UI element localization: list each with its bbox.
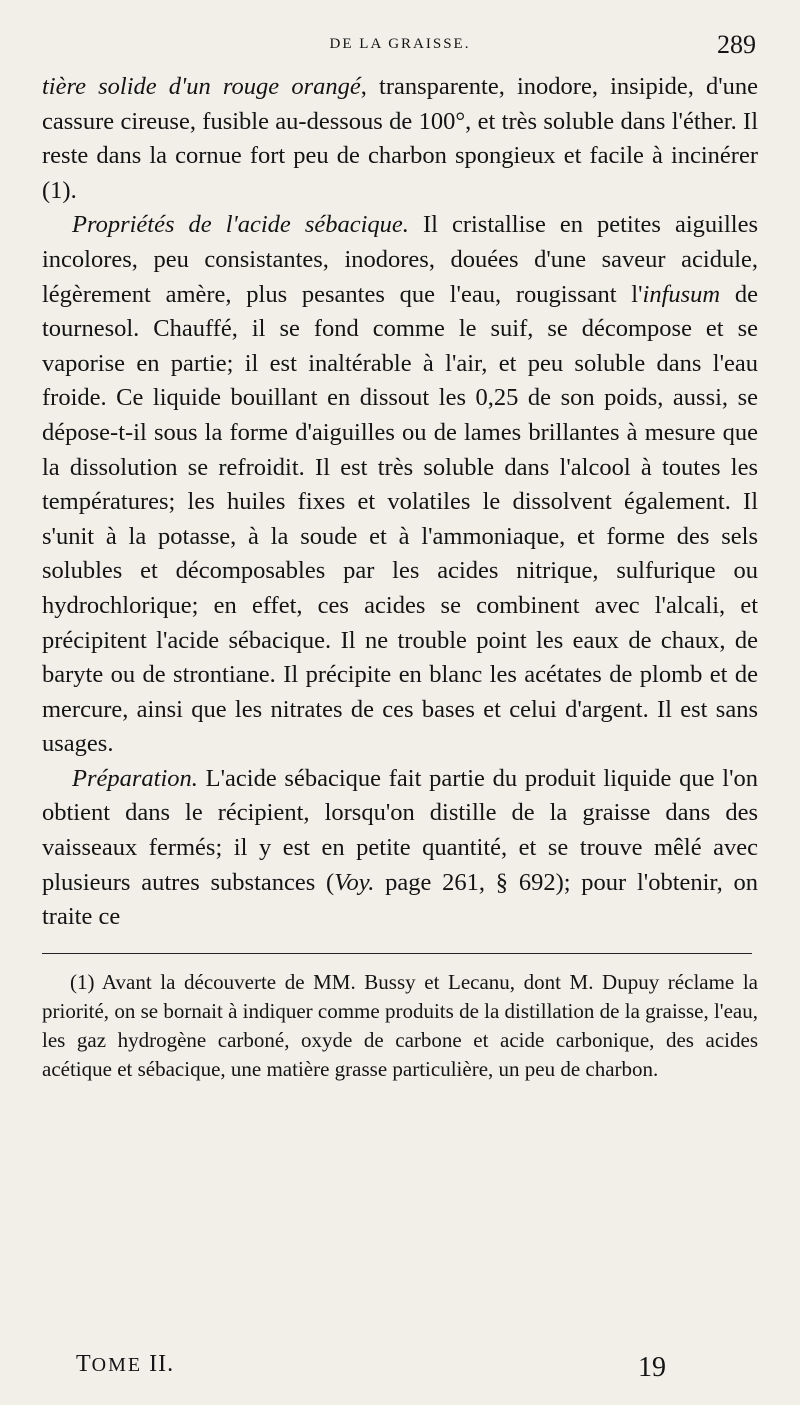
italic-text: Voy. [334, 868, 375, 896]
text-run: Il cristallise en petites aiguilles incolores, peu consistantes, inodores, douées d'une saveur acidule, légèrement amère, plus pesantes que l'eau, rougissant l' [42, 211, 758, 308]
text-run: , transparente, inodore, insipide, d'une cassure cireuse, fusible au-dessous de 100°, et très soluble dans l'éther. Il reste dans la cornue fort peu de charbon spongieux et facile à incinérer (1). [42, 73, 758, 204]
footnote-rule [42, 953, 752, 954]
italic-text: Préparation. [72, 764, 198, 792]
main-text [42, 70, 758, 935]
italic-text: Propriétés de l'acide sébacique. [72, 211, 409, 239]
italic-text: tière solide d'un rouge orangé [42, 73, 361, 100]
volume-signature [76, 1351, 174, 1378]
text-run: page 261, § 692); pour l'obtenir, on traite ce [42, 868, 759, 931]
paragraph [42, 70, 758, 208]
text-run: de tournesol. Chauffé, il se fond comme le suif, se décompose et se vaporise en partie; il est inaltérable à l'air, et peu soluble dans l'eau froide. Ce liquide bouillant en dissout les 0,25 de son poids, aussi, se dépose-t-il sous la forme d'aiguilles ou de lames brillantes à mesure que la dissolution se refroidit. Il est très soluble dans l'alcool à toutes les températures; les huiles fixes et volatiles le dissolvent également. Il s'unit à la potasse, à la soude et à l'ammoniaque, et forme des sels solubles et décomposables par les acides nitrique, sulfurique ou hydrochlorique; en effet, ces acides se combinent avec l'alcali, et précipitent l'acide sébacique. Il ne trouble point les eaux de chaux, de baryte ou de strontiane. Il précipite en blanc les acétates de plomb et de mercure, ainsi que les nitrates de ces bases et celui d'argent. Il est sans usages. [42, 280, 758, 758]
running-title: DE LA GRAISSE. [329, 36, 471, 52]
text-run: L'acide sébacique fait partie du produit liquide que l'on obtient dans le récipient, lorsqu'on distille de la graisse dans des vaisseaux fermés; il y est en petite quantité, et se trouve mêlé avec plusieurs autres substances ( [42, 764, 758, 896]
paragraph [42, 762, 758, 935]
volume-initial: T [76, 1351, 92, 1377]
volume-number: II. [149, 1351, 175, 1377]
running-head [42, 30, 758, 70]
paragraph [42, 208, 758, 762]
footnote: (1) Avant la découverte de MM. Bussy et Lecanu, dont M. Dupuy réclame la priorité, on se bornait à indiquer comme produits de la distillation de la graisse, l'eau, les gaz hydrogène carboné, oxyde de carbone et acide carbonique, des acides acétique et sébacique, une matière grasse particulière, un peu de charbon. [42, 969, 758, 1081]
book-page [42, 30, 758, 1390]
sheet-number: 19 [638, 1352, 666, 1383]
volume-word-rest: OME [91, 1354, 143, 1376]
italic-text: infusum [642, 280, 721, 308]
page-number: 289 [717, 30, 756, 59]
